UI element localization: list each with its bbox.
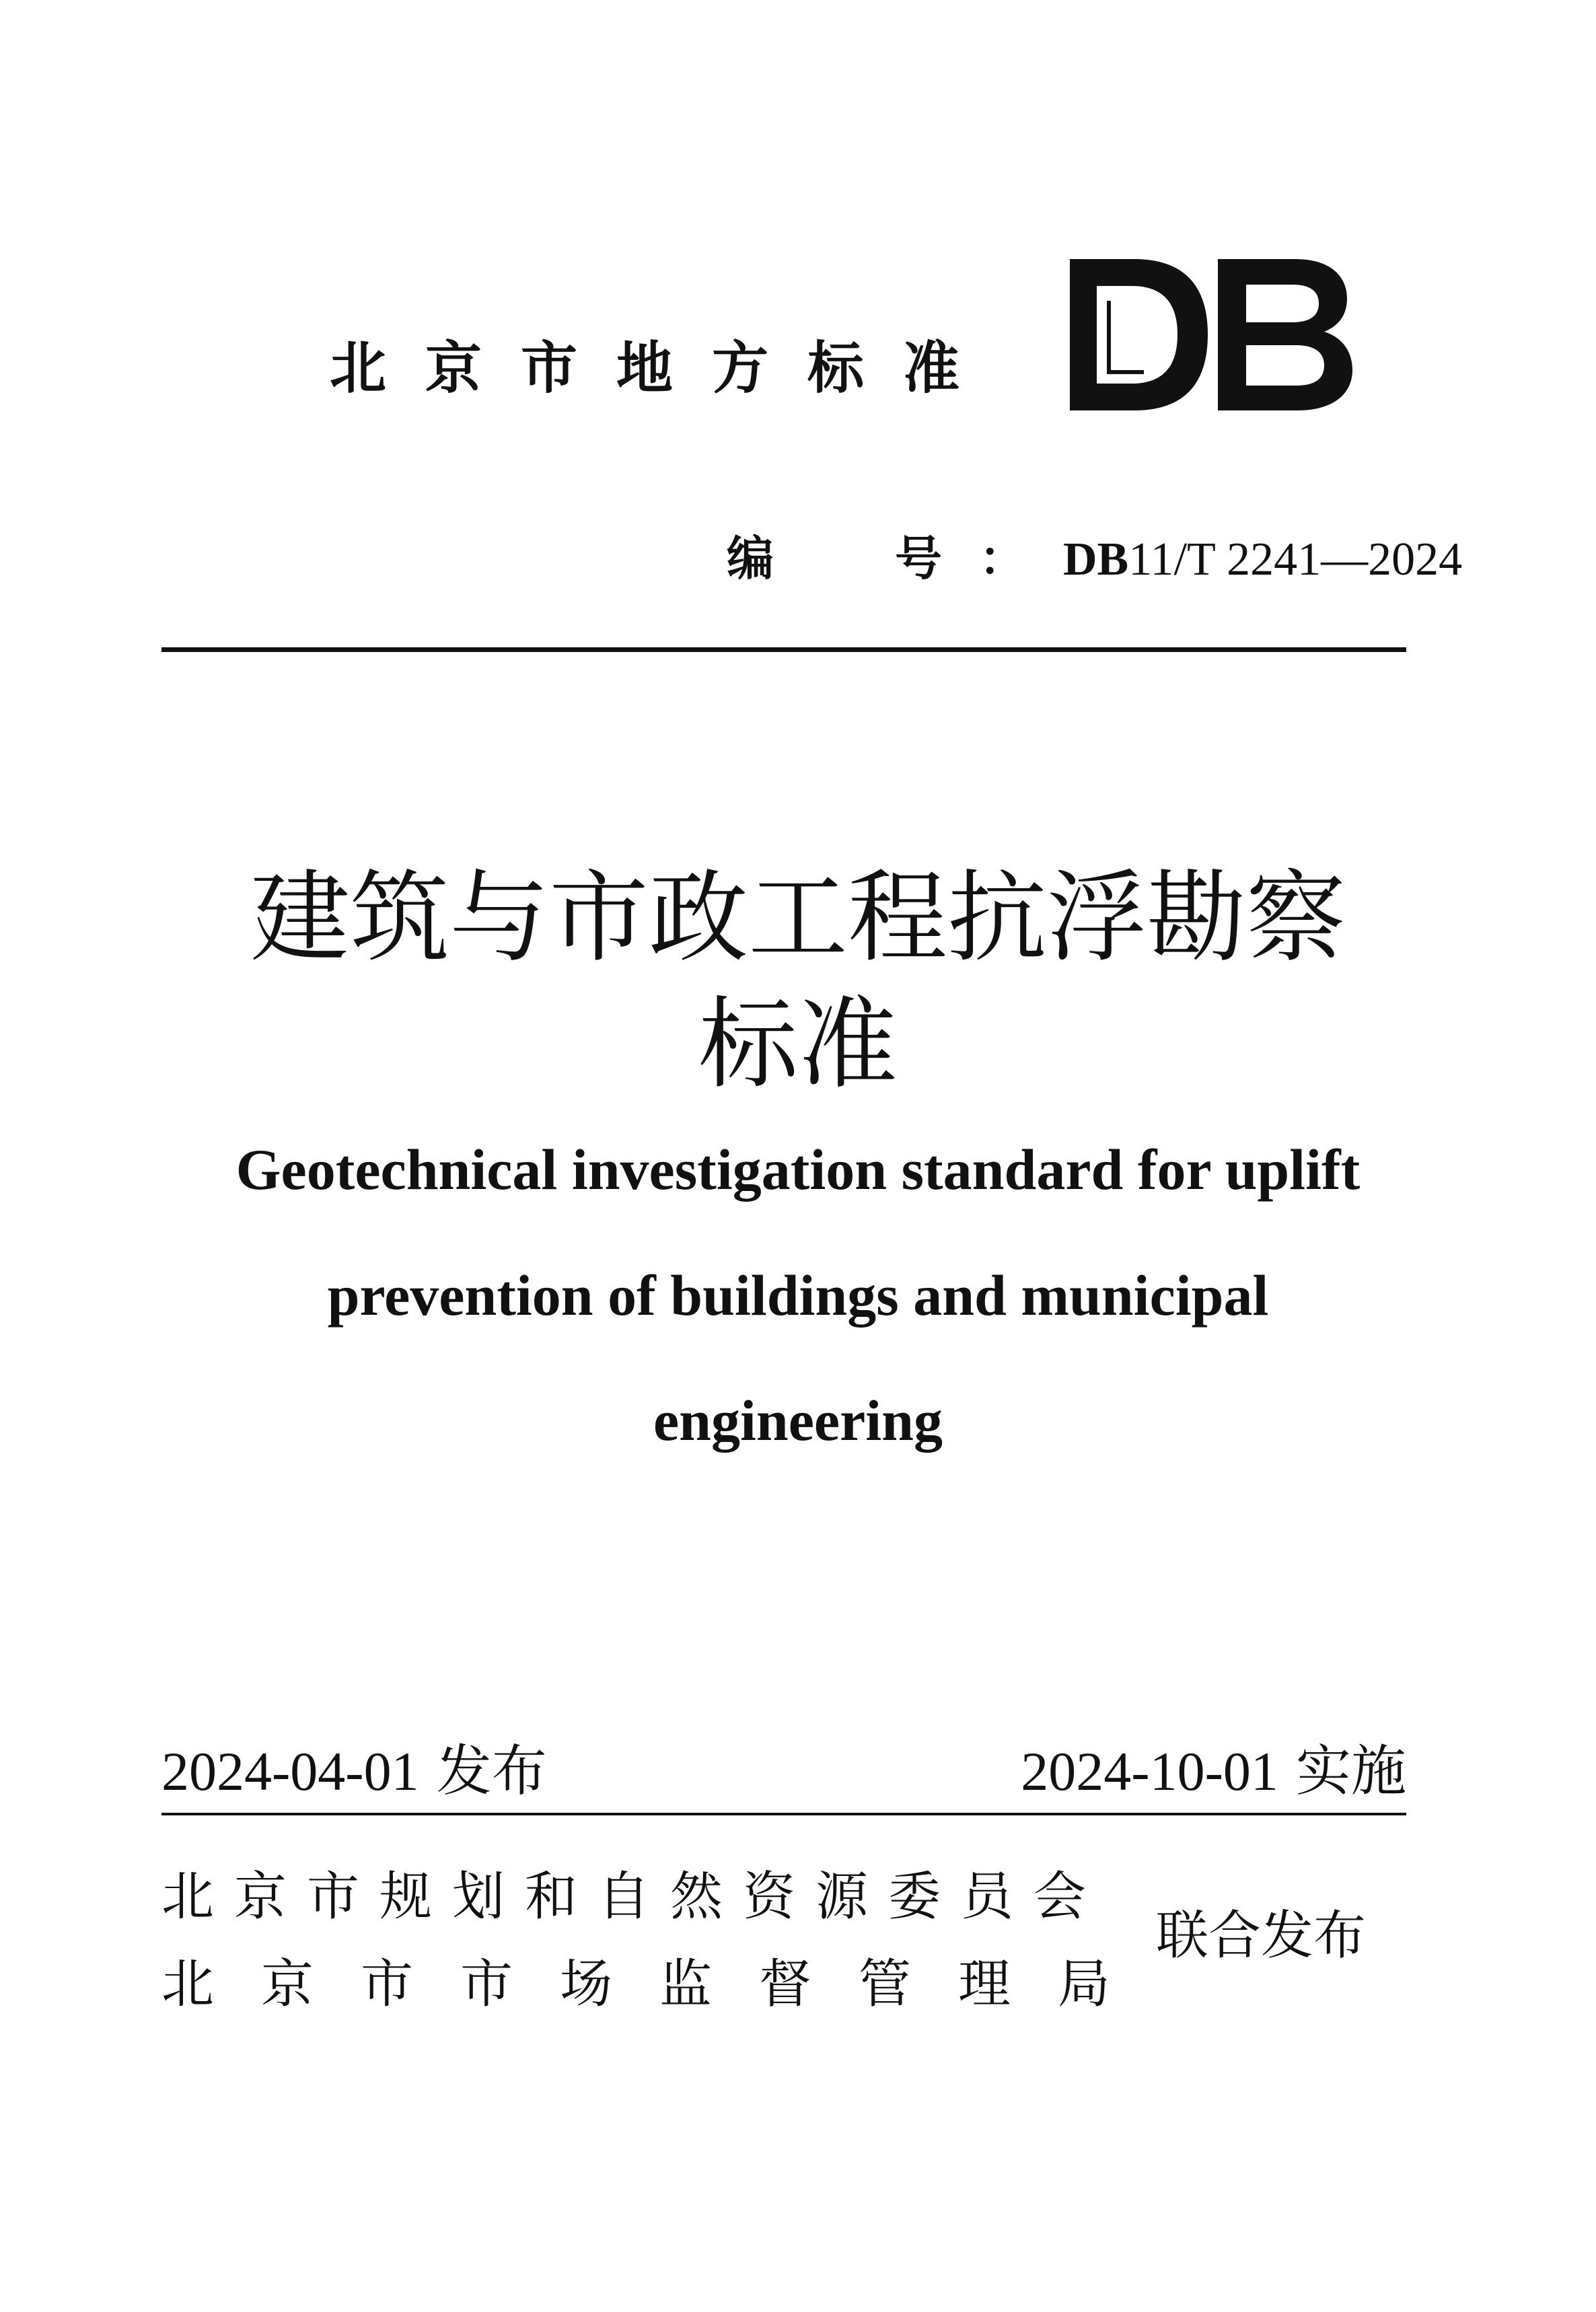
title-cn-line2: 标准 [698,986,898,1102]
db-standard-logo-icon [1070,259,1352,410]
publisher-planning-commission: 北京市规划和自然资源委员会 [161,1867,1107,1927]
joint-publish-label: 联合发布 [1156,1906,1367,1966]
implement-date [1021,1739,1406,1803]
publish-date [161,1739,547,1803]
implement-date-label: 实施 [1295,1739,1406,1803]
implement-date-value: 2024-10-01 [1021,1741,1278,1802]
standard-number-prefix: DB [1063,534,1129,585]
bottom-divider [161,1813,1406,1815]
title-en-line3: engineering [653,1388,943,1453]
top-divider [161,647,1406,652]
standard-number-label: 编 号： [727,530,1063,586]
standard-number [727,530,1463,586]
title-cn-line1: 建筑与市政工程抗浮勘察 [250,860,1346,976]
header-org-name: 北京市地方标准 [330,334,999,401]
title-en-line1: Geotechnical investigation standard for uplift [235,1137,1361,1202]
publish-date-value: 2024-04-01 [161,1741,419,1802]
title-en-line2: prevention of buildings and municipal [327,1263,1269,1328]
publish-date-label: 发布 [436,1739,547,1803]
standard-number-code: 11/T 2241—2024 [1128,534,1463,585]
publisher-market-regulation: 北京市市场监督管理局 [161,1954,1158,2015]
